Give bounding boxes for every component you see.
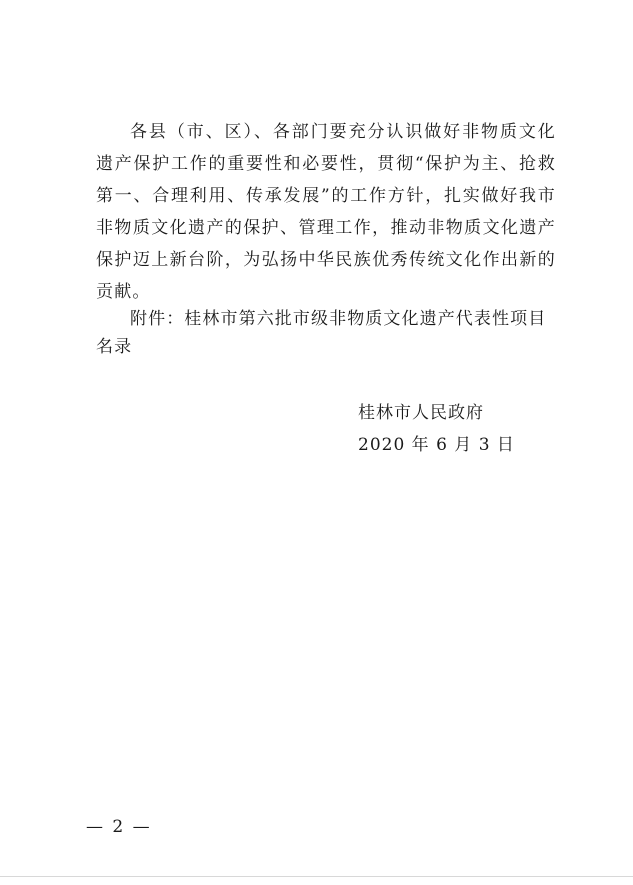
issuer-name: 桂林市人民政府: [358, 403, 484, 423]
body-paragraph: 各县（市、区）、各部门要充分认识做好非物质文化遗产保护工作的重要性和必要性，贯彻“保护为主、抢救第一、合理利用、传承发展”的工作方针，扎实做好我市非物质文化遗产的保护、管理工作，推动非物质文化遗产保护迈上新台阶，为弘扬中华民族优秀传统文化作出新的贡献。: [96, 122, 556, 302]
page-number: — 2 —: [86, 817, 152, 837]
issue-date: 2020 年 6 月 3 日: [358, 435, 515, 455]
attachment-line: 附件：桂林市第六批市级非物质文化遗产代表性项目名录: [96, 309, 547, 357]
signature-block: [358, 397, 515, 461]
page-bottom-divider: [0, 876, 633, 877]
